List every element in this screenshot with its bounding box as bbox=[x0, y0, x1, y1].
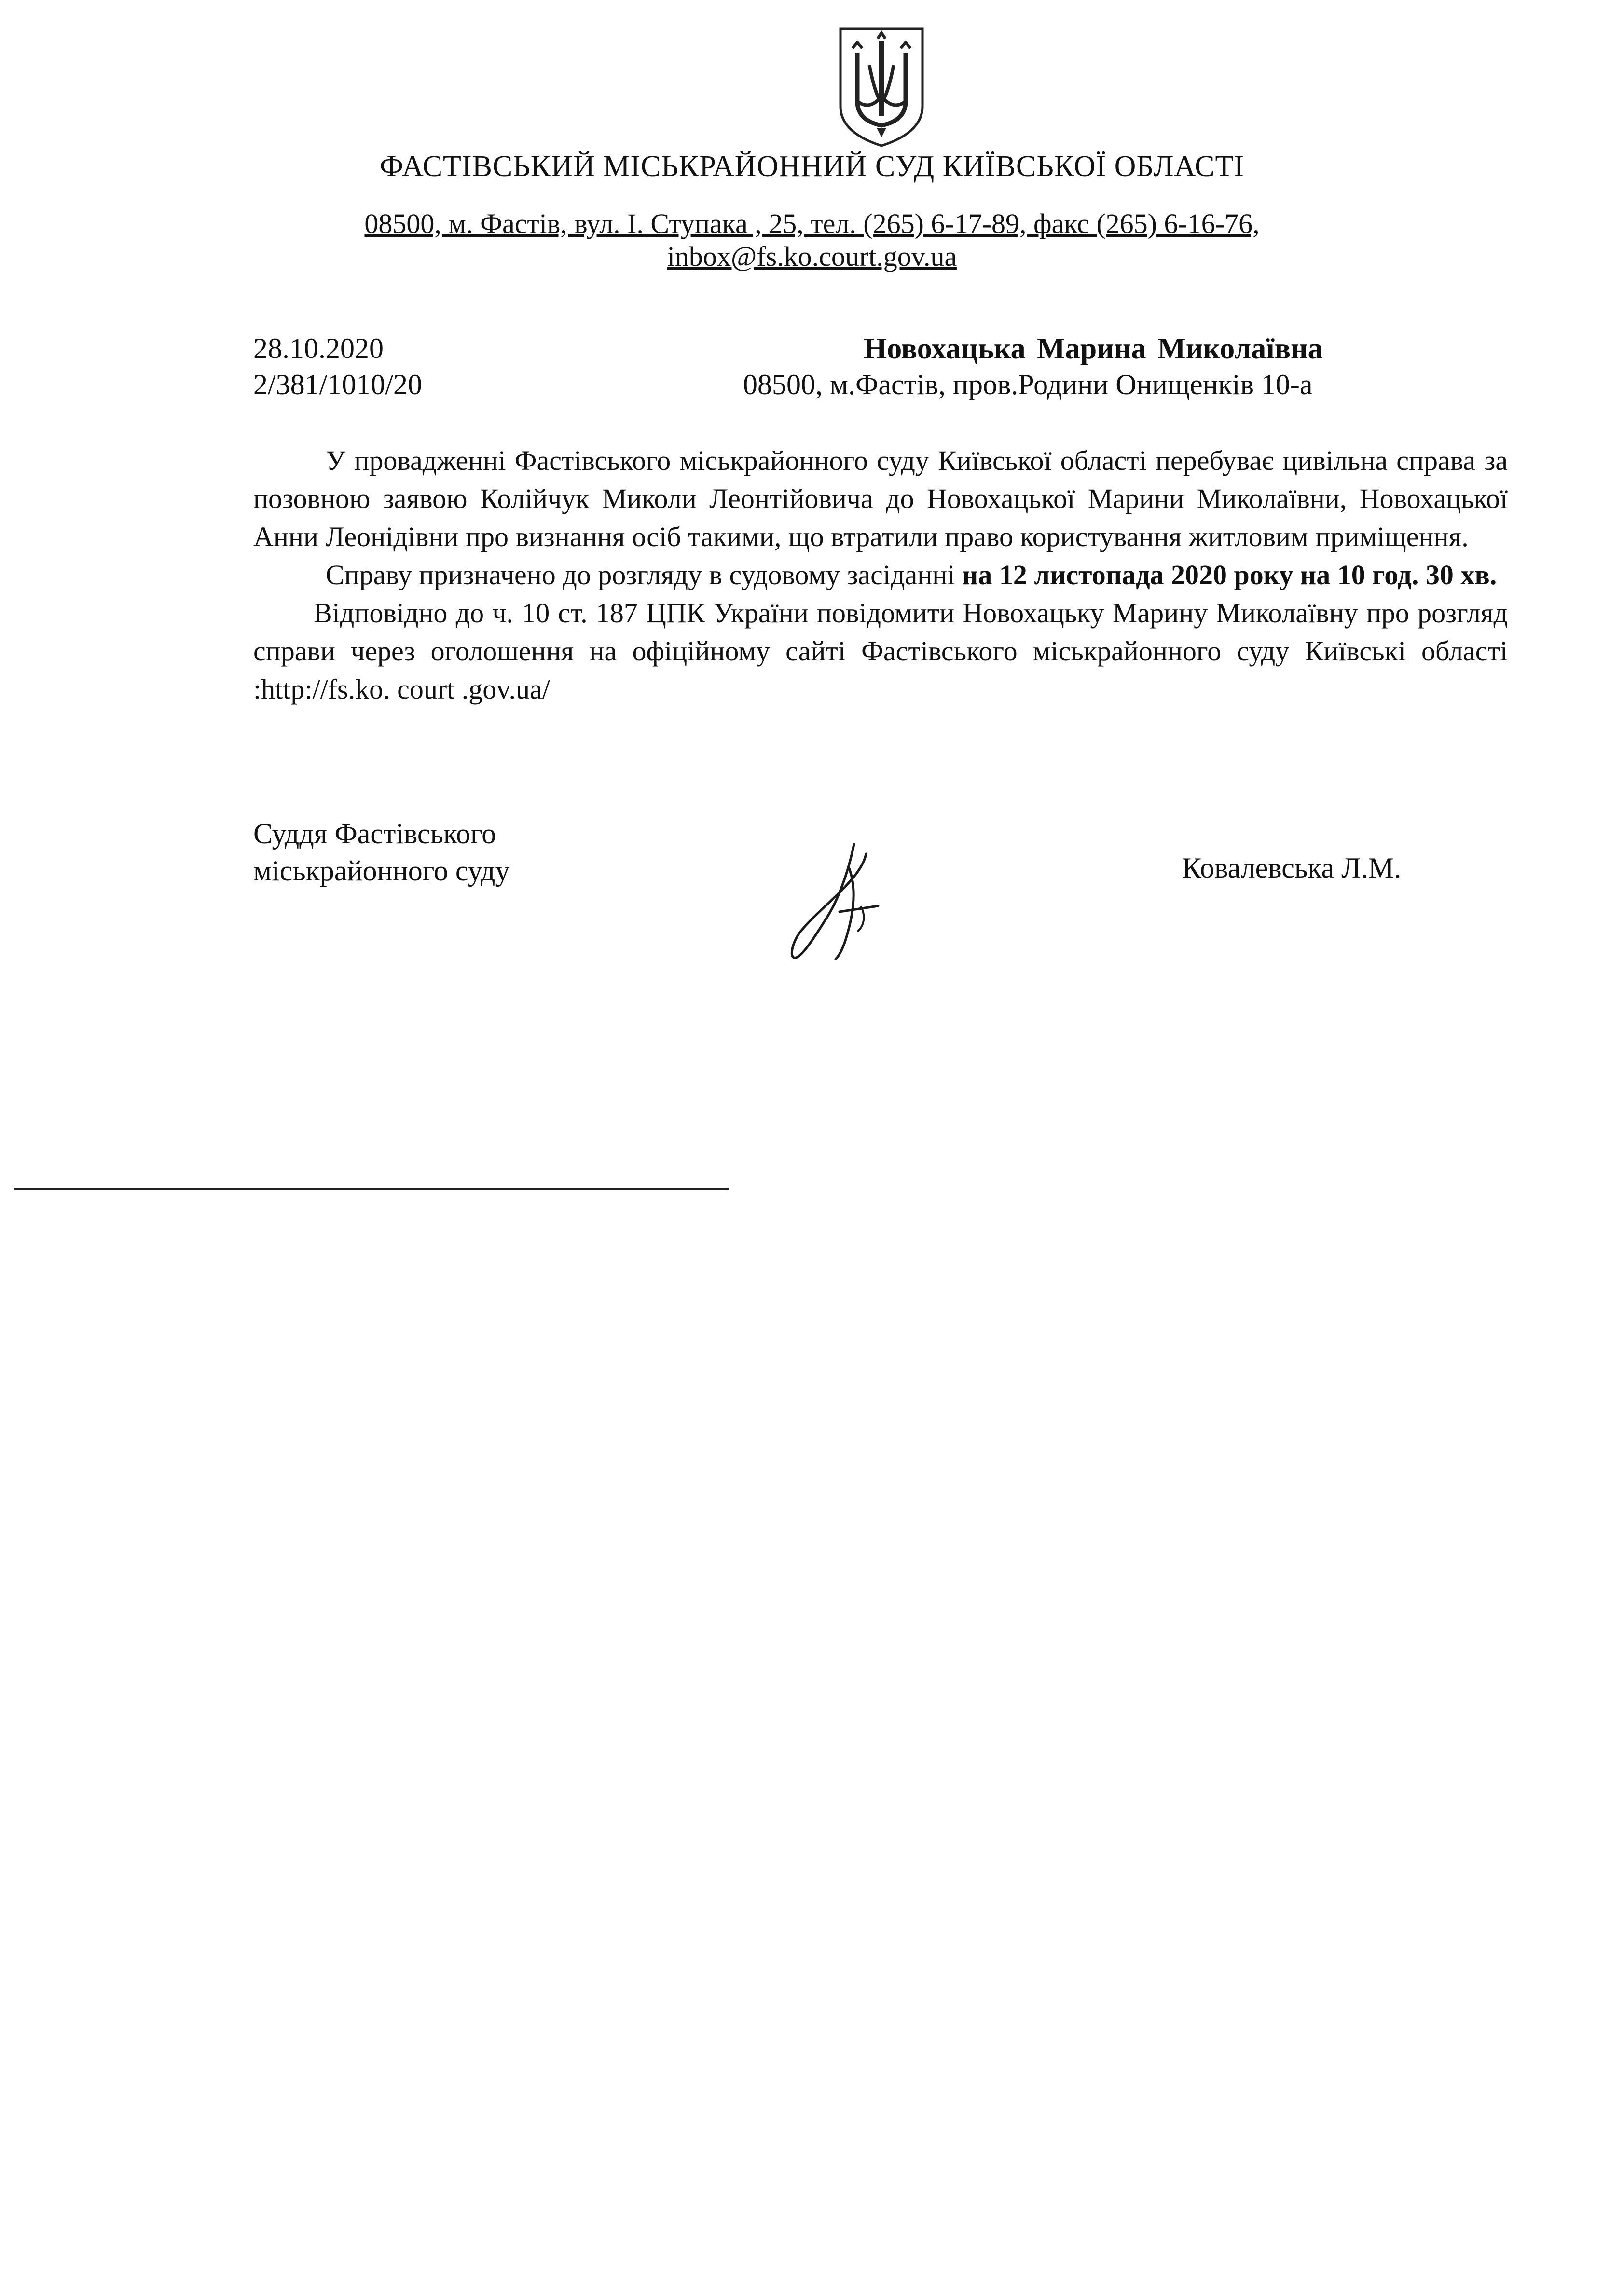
recipient-address: 08500, м.Фастів, пров.Родини Онищенків 10-а bbox=[743, 369, 1313, 400]
paragraph-hearing bbox=[253, 556, 1508, 594]
judge-name: Ковалевська Л.М. bbox=[1182, 852, 1402, 884]
signature-icon bbox=[782, 839, 902, 965]
paragraph-case: У провадженні Фастівського міськрайонного суду Київської області перебуває цивільна справа за позовною заявою Колійчук Миколи Леонтійовича до Новохацької Марини Миколаївни, Новохацької Анни Леонідівни про визнання осіб такими, що втратили право користування житловим приміщення. bbox=[253, 445, 1508, 552]
paragraph-notification: Відповідно до ч. 10 ст. 187 ЦПК України повідомити Новохацьку Марину Миколаївну про розгляд справи через оголошення на офіційному сайті Фастівського міськрайонного суду Київські області :http://fs.ko. court .gov.ua/ bbox=[253, 597, 1508, 705]
horizontal-divider bbox=[14, 1188, 729, 1190]
court-address: 08500, м. Фастів, вул. І. Ступака , 25, тел. (265) 6-17-89, факс (265) 6-16-76, bbox=[364, 208, 1260, 239]
hearing-datetime: на 12 листопада 2020 року на 10 год. 30 хв. bbox=[962, 559, 1497, 590]
judge-title-line1: Суддя Фастівського bbox=[253, 818, 496, 850]
court-name: ФАСТІВСЬКИЙ МІСЬКРАЙОННИЙ СУД КИЇВСЬКОЇ ОБЛАСТІ bbox=[379, 150, 1245, 183]
judge-title bbox=[253, 815, 509, 890]
notice-body bbox=[253, 441, 1508, 708]
hearing-prefix: Справу призначено до розгляду в судовому засіданні bbox=[326, 559, 955, 590]
court-email-link[interactable]: inbox@fs.ko.court.gov.ua bbox=[667, 241, 957, 272]
recipient-name: Новохацька Марина Миколаївна bbox=[864, 332, 1323, 365]
document-date: 28.10.2020 bbox=[253, 332, 384, 364]
coat-of-arms-icon bbox=[831, 19, 932, 150]
judge-title-line2: міськрайонного суду bbox=[253, 855, 510, 887]
case-reference: 2/381/1010/20 bbox=[253, 369, 423, 400]
